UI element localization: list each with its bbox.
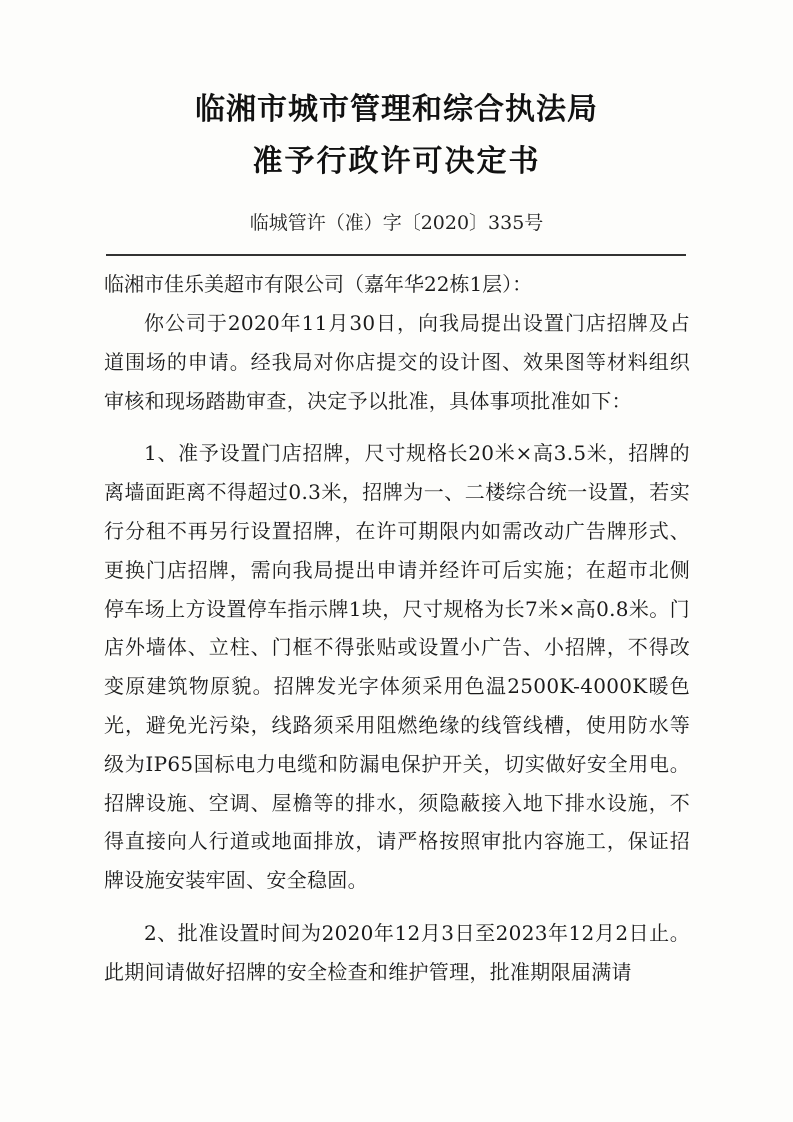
- paragraph-item-2: 2、批准设置时间为2020年12月3日至2023年12月2日止。此期间请做好招牌的安全检查和维护管理，批准期限届满请: [104, 920, 690, 984]
- addressee: 临湘市佳乐美超市有限公司（嘉年华22栋1层）：: [104, 272, 533, 296]
- paragraph-item-1: 1、准予设置门店招牌，尺寸规格长20米×高3.5米，招牌的离墙面距离不得超过0.3米，招牌为一、二楼综合统一设置，若实行分租不再另行设置招牌，在许可期限内如需改动广告牌形式、更换门店招牌，需向我局提出申请并经许可后实施；在超市北侧停车场上方设置停车指示牌1块，尺寸规格为长7米×高0.8米。门店外墙体、立柱、门框不得张贴或设置小广告、小招牌，不得改变原建筑物原貌。招牌发光字体须采用色温2500K-4000K暖色光，避免光污染，线路须采用阻燃绝缘的线管线槽，使用防水等级为IP65国标电力电缆和防漏电保护开关，切实做好安全用电。招牌设施、空调、屋檐等的排水，须隐蔽接入地下排水设施，不得直接向人行道或地面排放，请严格按照审批内容施工，保证招牌设施安装牢固、安全稳固。: [104, 441, 690, 893]
- agency-title: 临湘市城市管理和综合执法局: [195, 92, 598, 127]
- document-title: 准予行政许可决定书: [252, 144, 541, 179]
- document-body: [104, 304, 690, 992]
- paragraph-intro: 你公司于2020年11月30日，向我局提出设置门店招牌及占道围场的申请。经我局对你店提交的设计图、效果图等材料组织审核和现场踏勘审查，决定予以批准，具体事项批准如下：: [104, 311, 690, 413]
- document-number: 临城管许（准）字〔2020〕335号: [249, 212, 544, 234]
- header-divider: [106, 254, 686, 256]
